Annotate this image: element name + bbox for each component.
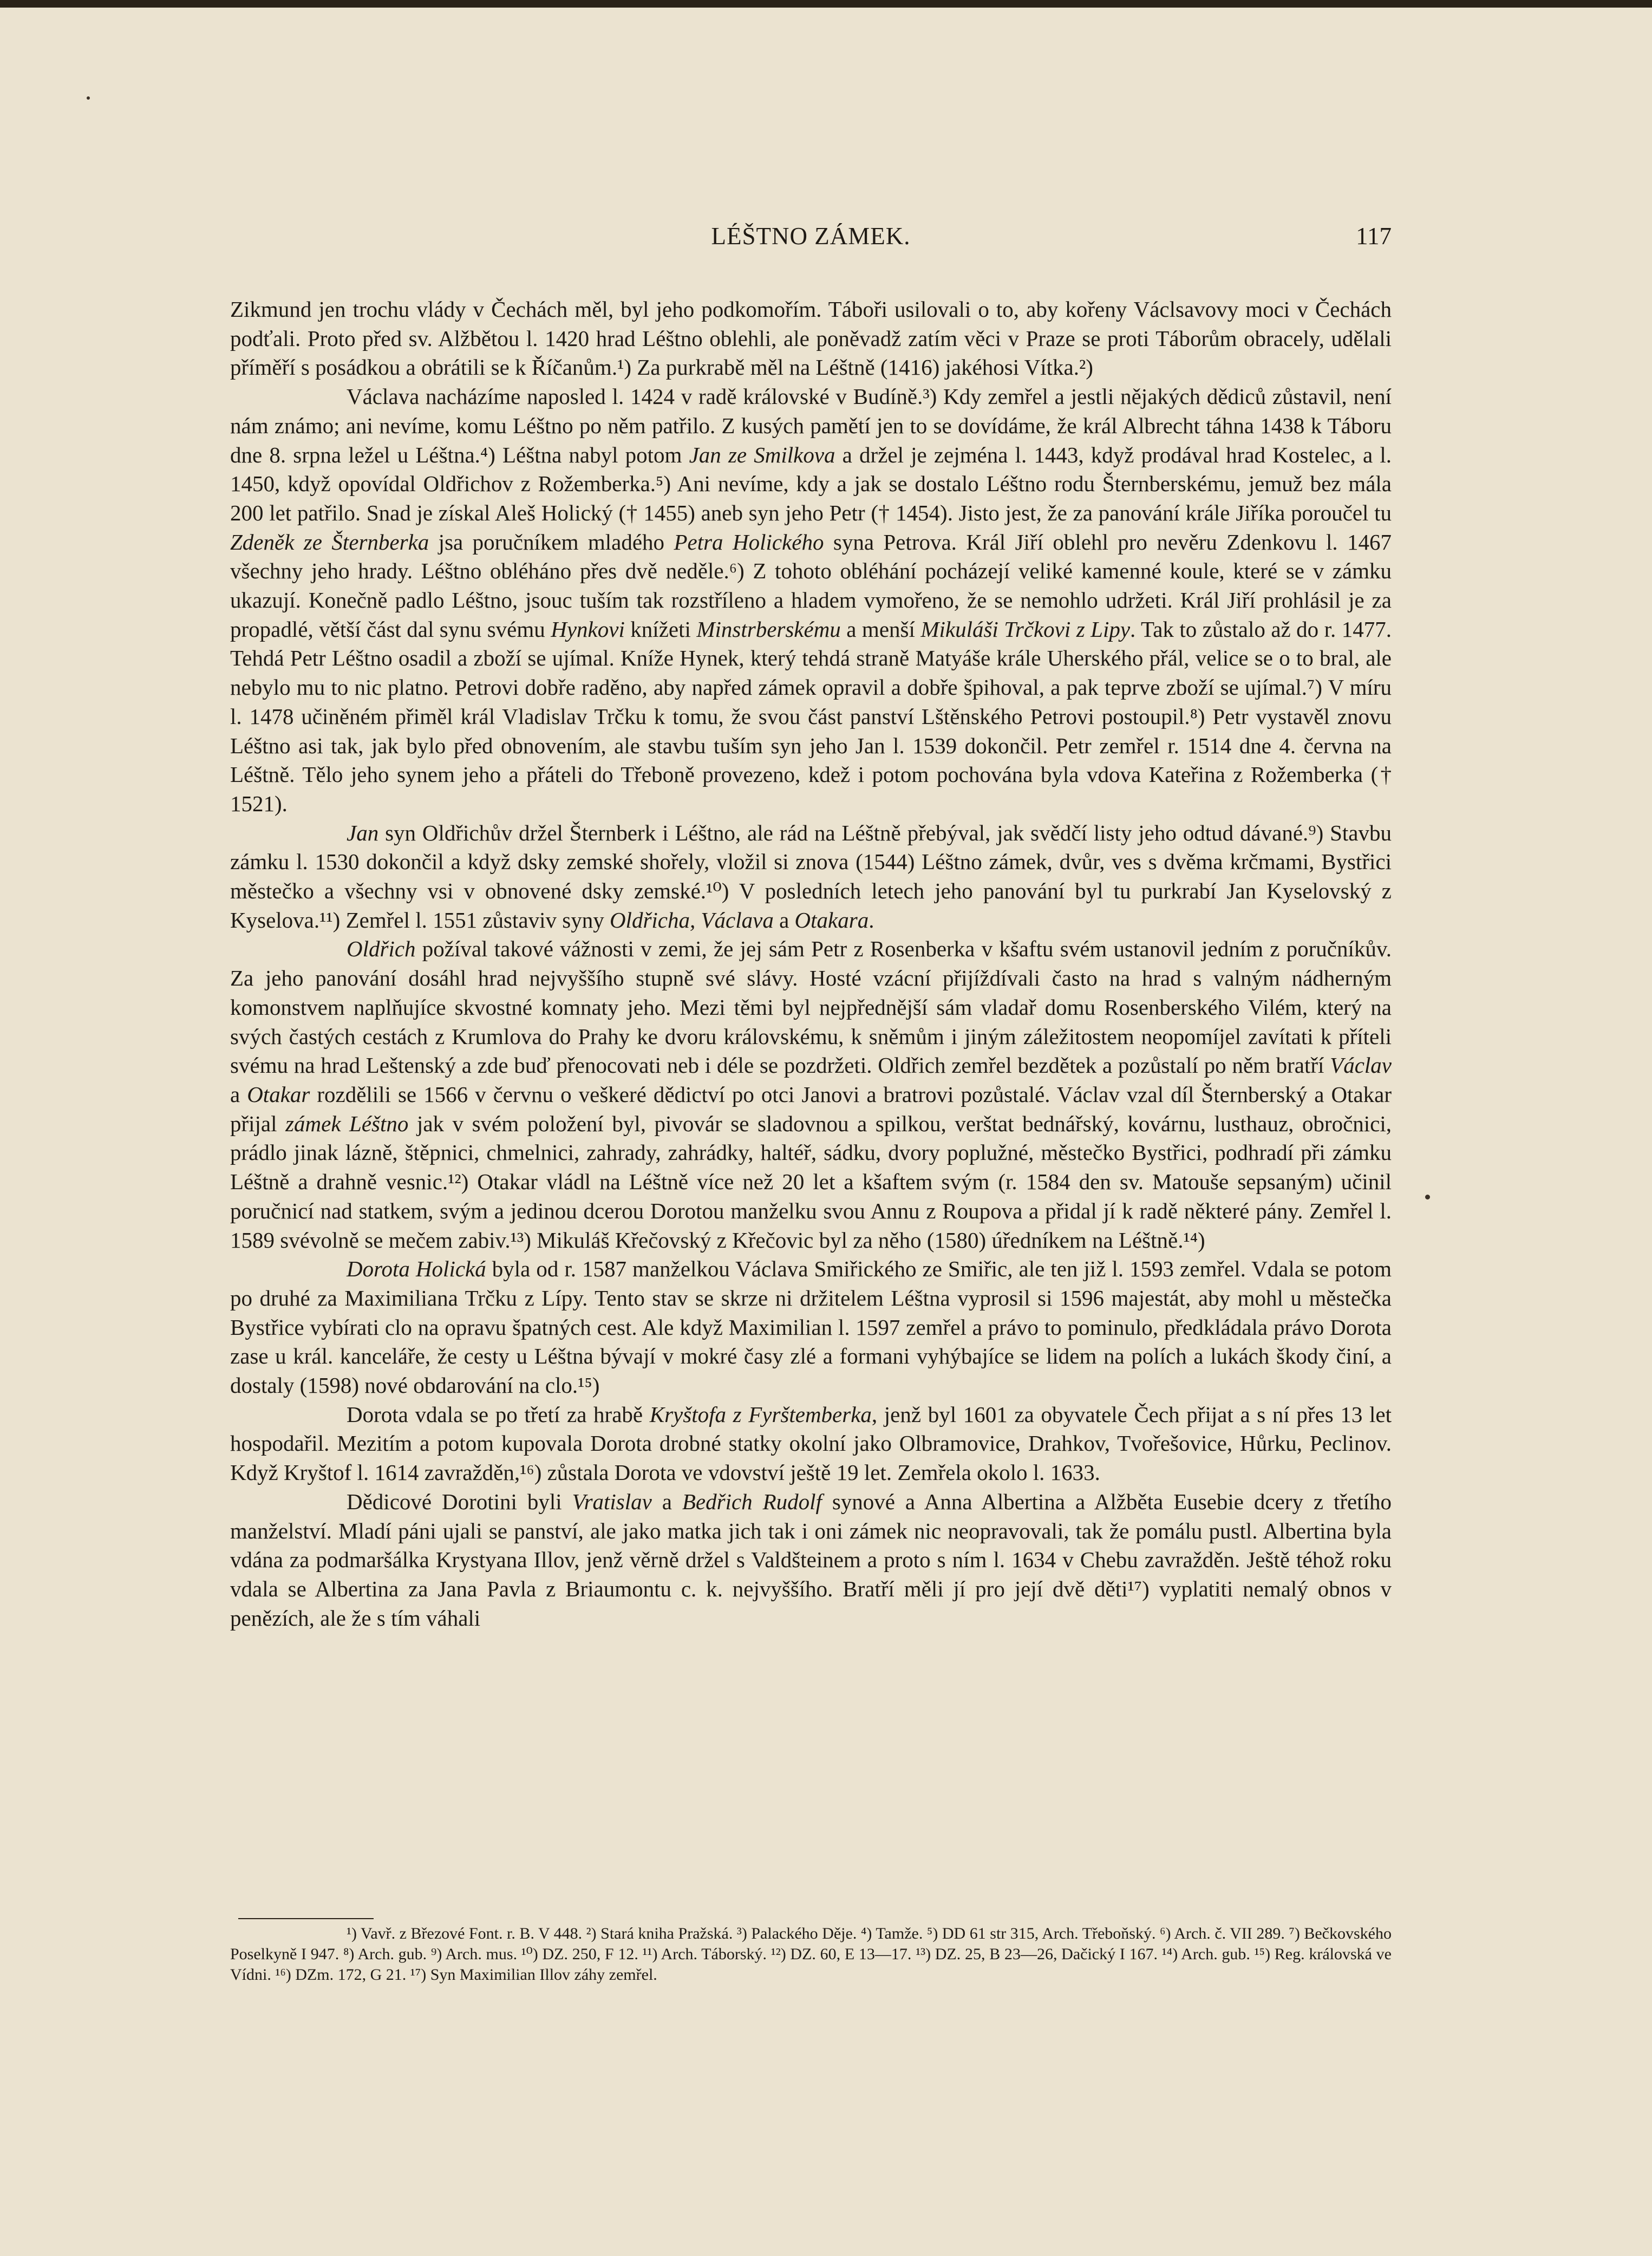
paragraph [230, 1255, 1392, 1400]
text-run: a [230, 1081, 247, 1107]
italic-name: Bedřich Rudolf [682, 1489, 822, 1514]
text-run: . Tak to zůstalo až do r. 1477. Tehdá Petr Léštno osadil a zboží se ujímal. Kníže Hynek, který tehdá straně Matyáše krále Uherského přál, velice se o to bral, ale nebylo mu to nic platno. Petrovi dobře raděno, aby napřed zámek opravil a dobře špihoval, a pak teprve zboží se ujímal.⁷) V míru l. 1478 učiněném přiměl král Vladislav Trčku k tomu, že svou část panství Lštěnského Petrovi postoupil.⁸) Petr vystavěl znovu Léštno asi tak, jak bylo před obnovením, ale stavbu tuším syn jeho Jan l. 1539 dokončil. Petr zemřel r. 1514 dne 4. června na Léštně. Tělo jeho synem jeho a přáteli do Třeboně provezeno, kdež i potom pochována byla vdova Kateřina z Rožemberka († 1521). [230, 616, 1392, 816]
text-run: jak v svém položení byl, pivovár se sladovnou a spilkou, verštat bednářský, kovárnu, lusthauz, obročnici, prádlo jinak lázně, štěpnici, chmelnici, zahrady, zahrádky, haltéř, sádku, dvory poplužné, městečko Bystřici, podhradí při zámku Léštně a drahně vesnic.¹²) Otakar vládl na Léštně více než 20 let a kšaftem svým (r. 1584 den sv. Matouše sepsaným) učinil poručnicí nad statkem, svým a jedinou dcerou Dorotou manželku svou Annu z Roupova a přidal jí k radě některé pány. Zemřel l. 1589 svévolně se mečem zabiv.¹³) Mikuláš Křečovský z Křečovic byl za něho (1580) úředníkem na Léštně.¹⁴) [230, 1111, 1392, 1253]
italic-name: Otakar [247, 1081, 310, 1107]
italic-name: zámek Léštno [285, 1111, 409, 1136]
italic-name: Dorota Holická [347, 1256, 486, 1282]
text-run: synové a Anna Albertina a Alžběta Eusebie dcery z třetího manželství. Mladí páni ujali se panství, ale jako matka jich tak i oni zámek nic neopravovali, tak že pomálu pustl. Albertina byla vdána za podmaršálka Krystyana Illov, jenž věrně držel s Valdšteinem a proto s ním l. 1634 v Chebu zavražděn. Ještě téhož roku vdala se Albertina za Jana Pavla z Briaumontu c. k. nejvyššího. Bratří měli jí pro její dvě děti¹⁷) vyplatiti nemalý obnos v penězích, ale že s tím váhali [230, 1489, 1392, 1631]
text-run: a držel je zejména l. 1443, když prodával hrad Kostelec, a l. 1450, když opovídal Oldřichov z Rožemberka.⁵) Ani nevíme, kdy a jak se dostalo Léštno rodu Šternberskému, jemuž bez mála 200 let patřilo. Snad je získal Aleš Holický († 1455) aneb syn jeho Petr († 1454). Jisto jest, že za panování krále Jiříka poroučel tu [230, 442, 1392, 525]
paragraph [230, 295, 1392, 382]
text-run: jsa poručníkem mladého [429, 529, 674, 555]
italic-name: Oldřicha, Václava [609, 907, 774, 933]
footnotes [230, 1924, 1392, 1985]
paragraph [230, 935, 1392, 1255]
scan-speck [87, 96, 90, 100]
text-run: byla od r. 1587 manželkou Václava Smiřického ze Smiřic, ale ten již l. 1593 zemřel. Vdala se potom po druhé za Maximiliana Trčku z Lípy. Tento stav se skrze ni držitelem Léštna vyprosil si 1596 majestát, aby mohl u městečka Bystřice vybírati clo na opravu špatných cest. Ale když Maximilian l. 1597 zemřel a právo to pominulo, předkládala právo Dorota zase u král. kanceláře, že cesty u Léštna bývají v mokré časy zlé a formani vyhýbajíce se lidem na polích a lukách škody činí, a dostaly (1598) nové obdarování na clo.¹⁵) [230, 1256, 1392, 1398]
text-run: syn Oldřichův držel Šternberk i Léštno, ale rád na Léštně přebýval, jak svědčí listy jeho odtud dávané.⁹) Stavbu zámku l. 1530 dokončil a když dsky zemské shořely, vložil si znova (1544) Léštno zámek, dvůr, ves s dvěma krčmami, Bystřici městečko a všechny vsi v obnovené dsky zemské.¹⁰) V posledních letech jeho panování byl tu purkrabí Jan Kyselovský z Kyselova.¹¹) Zemřel l. 1551 zůstaviv syny [230, 820, 1392, 933]
italic-name: Minstrberskému [696, 616, 841, 642]
italic-name: Zdeněk ze Šternberka [230, 529, 429, 555]
text-run: knížeti [624, 616, 697, 642]
italic-name: Vratislav [572, 1489, 652, 1514]
paragraph [230, 1488, 1392, 1633]
text-run: Dorota vdala se po třetí za hrabě [347, 1401, 650, 1427]
italic-name: Kryštofa z Fyrštemberka [649, 1401, 872, 1427]
text-run: Václava nacházíme naposled l. 1424 v radě královské v Budíně.³) Kdy zemřel a jestli nějakých dědiců zůstavil, není nám známo; ani nevíme, komu Léštno po něm patřilo. Z kusých pamětí jen to se dovídáme, že král Albrecht táhna 1438 k Táboru dne 8. srpna ležel u Léštna.⁴) Léštna nabyl potom [230, 384, 1392, 467]
text-run: , jenž byl 1601 za obyvatele Čech přijat a s ní přes 13 let hospodařil. Mezitím a potom kupovala Dorota drobné statky okolní jako Olbramovice, Drahkov, Tvořešovice, Hůrku, Peclinov. Když Kryštof l. 1614 zavražděn,¹⁶) zůstala Dorota ve vdovství ještě 19 let. Zemřela okolo l. 1633. [230, 1401, 1392, 1485]
paragraph [230, 382, 1392, 819]
text-run: syna Petrova. Král Jiří oblehl pro nevěru Zdenkovu l. 1467 všechny jeho hrady. Léštno obléháno přes dvě neděle.⁶) Z tohoto obléhání pocházejí veliké kamenné koule, které se v zámku ukazují. Konečně padlo Léštno, jsouc tuším tak rozstříleno a hladem vymořeno, že se nemohlo udržeti. Král Jiří prohlásil je za propadlé, větší část dal synu svému [230, 529, 1392, 642]
text-run: a [773, 907, 795, 933]
paragraph [230, 819, 1392, 935]
italic-name: Jan ze Smilkova [689, 442, 835, 467]
body-text [230, 295, 1392, 1633]
text-run: rozdělili se 1566 v červnu o veškeré dědictví po otci Janovi a bratrovi pozůstalé. Václav vzal díl Šternberský a Otakar přijal [230, 1081, 1392, 1136]
italic-name: Jan [347, 820, 379, 845]
footnote-rule [238, 1918, 374, 1919]
running-head [230, 222, 1392, 260]
italic-name: Hynkovi [551, 616, 625, 642]
page-number: 117 [1356, 223, 1392, 250]
text-run: . [869, 907, 874, 933]
chapter-title: LÉŠTNO ZÁMEK. [711, 223, 911, 250]
scan-top-edge [0, 0, 1652, 8]
scan-speck [1425, 1195, 1430, 1199]
text-run: požíval takové vážnosti v zemi, že jej sám Petr z Rosenberka v kšaftu svém ustanovil jedním z poručníkův. Za jeho panování dosáhl hrad nejvyššího stupně své slávy. Hosté vzácní přijíždívali často na hrad s valným nádherným komonstvem naplňujíce skvostné komnaty jeho. Mezi těmi byl nejpřednější sám vladař domu Rosenberského Vilém, který na svých častých cestách z Krumlova do Prahy ke dvoru královskému, k sněmům i jiným záležitostem neopomíjel zavítati k příteli svému na hrad Leštenský a zde buď přenocovati neb i déle se pozdržeti. Oldřich zemřel bezdětek a pozůstalí po něm bratří [230, 936, 1392, 1078]
italic-name: Oldřich [347, 936, 416, 962]
italic-name: Mikuláši Trčkovi z Lipy [920, 616, 1131, 642]
paragraph [230, 1400, 1392, 1488]
text-run: Zikmund jen trochu vlády v Čechách měl, byl jeho podkomořím. Táboři usilovali o to, aby kořeny Václsavovy moci v Čechách podťali. Proto před sv. Alžbětou l. 1420 hrad Léštno oblehli, ale poněvadž zatím věci v Praze se proti Táborům obracely, udělali příměří s posádkou a obrátili se k Říčanům.¹) Za purkrabě měl na Léštně (1416) jakéhosi Vítka.²) [230, 297, 1392, 380]
text-run: a [651, 1489, 682, 1514]
footnote-text: ¹) Vavř. z Březové Font. r. B. V 448. ²) Stará kniha Pražská. ³) Palackého Děje. ⁴) Tamže. ⁵) DD 61 str 315, Arch. Třeboňský. ⁶) Arch. č. VII 289. ⁷) Bečkovského Poselkyně I 947. ⁸) Arch. gub. ⁹) Arch. mus. ¹⁰) DZ. 250, F 12. ¹¹) Arch. Táborský. ¹²) DZ. 60, E 13—17. ¹³) DZ. 25, B 23—26, Dačický I 167. ¹⁴) Arch. gub. ¹⁵) Reg. královská ve Vídni. ¹⁶) DZm. 172, G 21. ¹⁷) Syn Maximilian Illov záhy zemřel. [230, 1925, 1392, 1984]
italic-name: Otakara [794, 907, 869, 933]
italic-name: Václav [1330, 1053, 1392, 1078]
text-run: a menší [840, 616, 921, 642]
italic-name: Petra Holického [674, 529, 824, 555]
text-run: Dědicové Dorotini byli [347, 1489, 572, 1514]
